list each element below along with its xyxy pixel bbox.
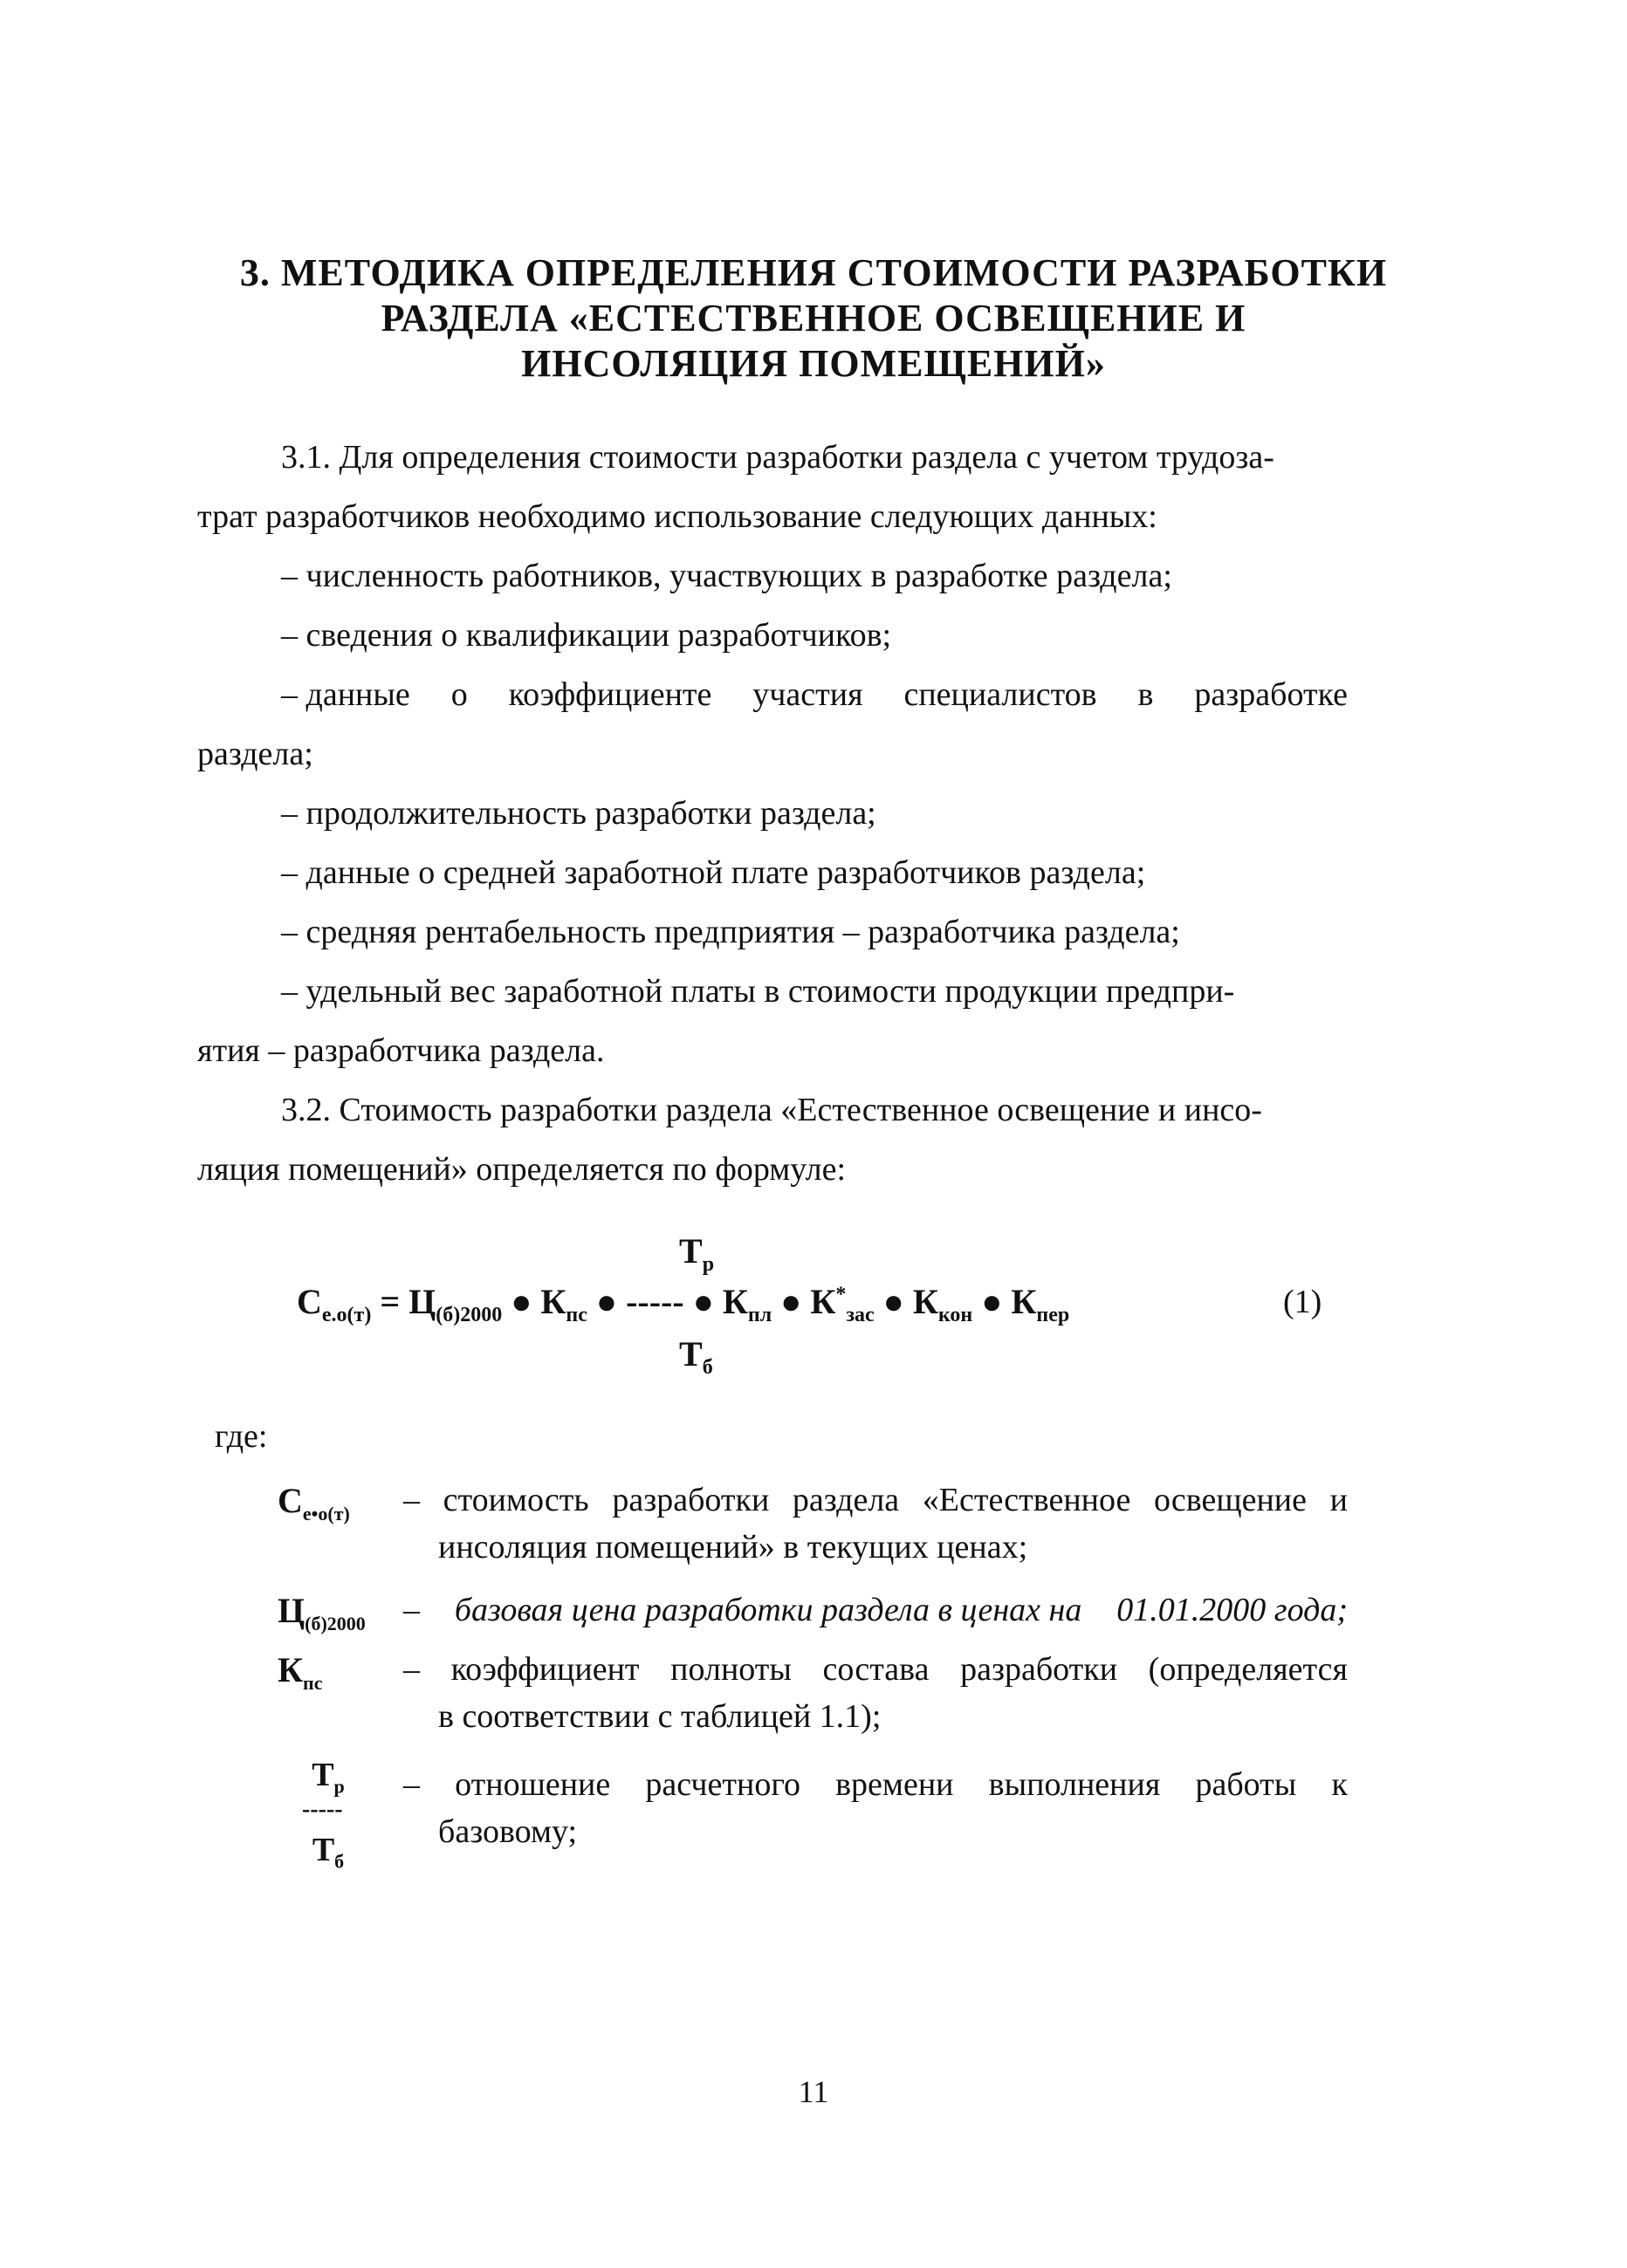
word: полноты — [670, 1651, 792, 1688]
word: коэффициент — [450, 1651, 640, 1688]
para-3-1-line-1: 3.1. Для определения стоимости разработки раздела с учетом трудоза- — [281, 439, 1274, 476]
list-item-2: – сведения о квалификации разработчиков; — [281, 617, 892, 654]
page-number: 11 — [798, 2074, 829, 2109]
definition-base-price — [403, 1586, 1348, 1634]
word: разработки — [960, 1651, 1118, 1688]
word: и — [1329, 1482, 1348, 1518]
formula-fraction-bar: ----- — [626, 1282, 684, 1321]
definition-time-ratio — [403, 1761, 1348, 1855]
word: выполнения — [988, 1766, 1161, 1803]
word: разработки — [612, 1482, 770, 1518]
para-3-2-line-1: 3.2. Стоимость разработки раздела «Естественное освещение и инсо- — [281, 1092, 1262, 1128]
list-item-5: – данные о средней заработной плате разработчиков раздела; — [281, 854, 1146, 891]
base-price-date: 01.01.2000 года; — [1116, 1592, 1348, 1628]
definition-term-base-price: $Ц_{(б)2000}$ — [278, 1591, 366, 1634]
section-heading-line-1: 3. МЕТОДИКА ОПРЕДЕЛЕНИЯ СТОИМОСТИ РАЗРАБОТКИ — [239, 251, 1388, 294]
definition-kps — [403, 1646, 1348, 1740]
definition-cost-line-2: инсоляция помещений» в текущих ценах; — [438, 1529, 1028, 1566]
list-item-3-continuation: раздела; — [197, 736, 313, 772]
definition-kps-line-1 — [403, 1646, 1348, 1693]
word: состава — [822, 1651, 930, 1688]
formula-fraction-denominator: $Т_б$ — [679, 1334, 713, 1379]
where-label: где: — [215, 1418, 268, 1455]
word: специалистов — [903, 676, 1097, 713]
definition-kps-line-2: в соответствии с таблицей 1.1); — [438, 1698, 882, 1735]
word: раздела — [792, 1482, 900, 1518]
list-item-3 — [281, 674, 1348, 716]
word: работы — [1195, 1766, 1297, 1803]
word: стоимость — [443, 1482, 589, 1518]
definition-time-ratio-line-2: базовому; — [438, 1813, 578, 1850]
cost-formula — [297, 1230, 1327, 1388]
definition-term-tb: $Т_б$ — [312, 1832, 345, 1873]
definition-base-price-line — [403, 1586, 1348, 1634]
definition-cost — [403, 1477, 1348, 1571]
definition-fraction-bar: ----- — [302, 1796, 343, 1823]
equation-number: (1) — [1283, 1284, 1322, 1320]
definition-term-kps: $К_{пс}$ — [278, 1650, 323, 1694]
section-heading-line-2: РАЗДЕЛА «ЕСТЕСТВЕННОЕ ОСВЕЩЕНИЕ И — [381, 297, 1246, 339]
word: разработке — [1194, 676, 1348, 713]
formula-main-line: $С_{е.о(т)} = Ц_{(б)2000}$ ● $К_{пс}$ ● ----- ● $К_{пл}$ ● $К^*_{зас}$ ● $К_{кон}$ ● $К_{пер}$ — [297, 1282, 1070, 1326]
base-price-text: базовая цена разработки раздела в ценах на — [454, 1592, 1082, 1628]
section-heading-line-3: ИНСОЛЯЦИЯ ПОМЕЩЕНИЙ» — [521, 342, 1106, 385]
word: времени — [835, 1766, 954, 1803]
word: – — [403, 1766, 420, 1803]
word: о — [450, 676, 468, 713]
word: в — [1137, 676, 1154, 713]
word: «Естественное — [922, 1482, 1131, 1518]
word: участия — [752, 676, 863, 713]
word: – — [403, 1592, 420, 1628]
list-item-7-line-2: ятия – разработчика раздела. — [197, 1032, 605, 1069]
word: к — [1331, 1766, 1348, 1803]
list-item-1: – численность работников, участвующих в разработке раздела; — [281, 558, 1172, 594]
word: отношение — [455, 1766, 611, 1803]
word: расчетного — [645, 1766, 800, 1803]
word: коэффициенте — [508, 676, 712, 713]
word: освещение — [1153, 1482, 1308, 1518]
para-3-2-line-2: ляция помещений» определяется по формуле: — [197, 1151, 847, 1188]
definition-term-cost: $С_{е•о(т)}$ — [278, 1481, 350, 1525]
list-item-4: – продолжительность разработки раздела; — [281, 795, 876, 832]
word: (определяется — [1148, 1651, 1348, 1688]
definition-cost-line-1 — [403, 1477, 1348, 1524]
para-3-1-line-2: трат разработчиков необходимо использование следующих данных: — [197, 498, 1157, 535]
word: – — [403, 1482, 420, 1518]
word: – данные — [281, 676, 410, 713]
formula-fraction-numerator: $Т_р$ — [679, 1231, 715, 1276]
word: – — [403, 1651, 420, 1688]
list-item-6: – средняя рентабельность предприятия – разработчика раздела; — [281, 914, 1180, 950]
definition-term-tp: $Т_р$ — [312, 1757, 345, 1798]
definition-time-ratio-line-1 — [403, 1761, 1348, 1808]
list-item-7-line-1: – удельный вес заработной платы в стоимости продукции предпри- — [281, 973, 1235, 1010]
